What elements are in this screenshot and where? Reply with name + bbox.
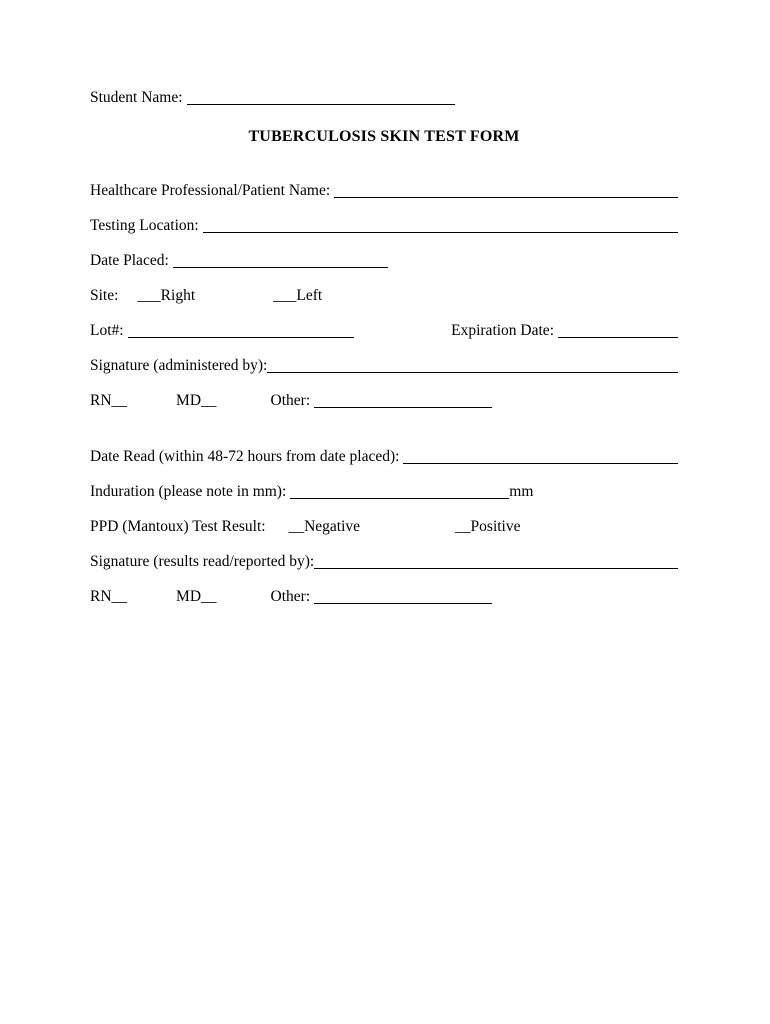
expiration-date-field[interactable] [558,337,678,338]
read-other-label: Other: [270,588,311,605]
healthcare-name-label: Healthcare Professional/Patient Name: [90,182,331,199]
read-rn-option[interactable]: RN__ [90,588,128,605]
date-read-label: Date Read (within 48-72 hours from date placed): [90,448,400,465]
site-label: Site: [90,287,119,304]
signature-results-label: Signature (results read/reported by): [90,553,315,570]
ppd-result-label: PPD (Mantoux) Test Result: [90,518,266,535]
date-read-field[interactable] [403,463,678,464]
ppd-option-negative[interactable]: __Negative [288,518,361,535]
administered-credentials-row [90,391,678,411]
signature-administered-label: Signature (administered by): [90,357,268,374]
read-other-field[interactable] [314,603,492,604]
date-placed-row [90,251,678,271]
induration-label: Induration (please note in mm): [90,483,287,500]
site-option-right[interactable]: ___Right [137,287,196,304]
signature-results-row [90,552,678,572]
testing-location-label: Testing Location: [90,217,199,234]
testing-location-row [90,216,678,236]
site-option-left[interactable]: ___Left [273,287,323,304]
date-placed-label: Date Placed: [90,252,169,269]
lot-expiration-row [90,321,678,341]
administered-other-label: Other: [270,392,311,409]
healthcare-name-row [90,181,678,201]
form-title: TUBERCULOSIS SKIN TEST FORM [248,128,520,145]
ppd-option-positive[interactable]: __Positive [455,518,521,535]
read-credentials-row [90,587,678,607]
administered-other-field[interactable] [314,407,492,408]
induration-unit: mm [509,483,534,500]
date-placed-field[interactable] [173,267,388,268]
signature-administered-row [90,356,678,376]
site-row [90,286,678,306]
induration-row [90,482,678,502]
student-name-row [90,88,678,108]
lot-number-field[interactable] [128,337,354,338]
read-md-option[interactable]: MD__ [176,588,217,605]
signature-administered-field[interactable] [267,372,678,373]
student-name-field[interactable] [187,104,455,105]
lot-number-label: Lot#: [90,322,124,339]
signature-results-field[interactable] [314,568,678,569]
testing-location-field[interactable] [203,232,678,233]
ppd-result-row [90,517,678,537]
administered-md-option[interactable]: MD__ [176,392,217,409]
healthcare-name-field[interactable] [334,197,678,198]
date-read-row [90,447,678,467]
administered-rn-option[interactable]: RN__ [90,392,128,409]
expiration-date-label: Expiration Date: [451,322,554,339]
induration-field[interactable] [290,498,509,499]
student-name-label: Student Name: [90,89,183,106]
